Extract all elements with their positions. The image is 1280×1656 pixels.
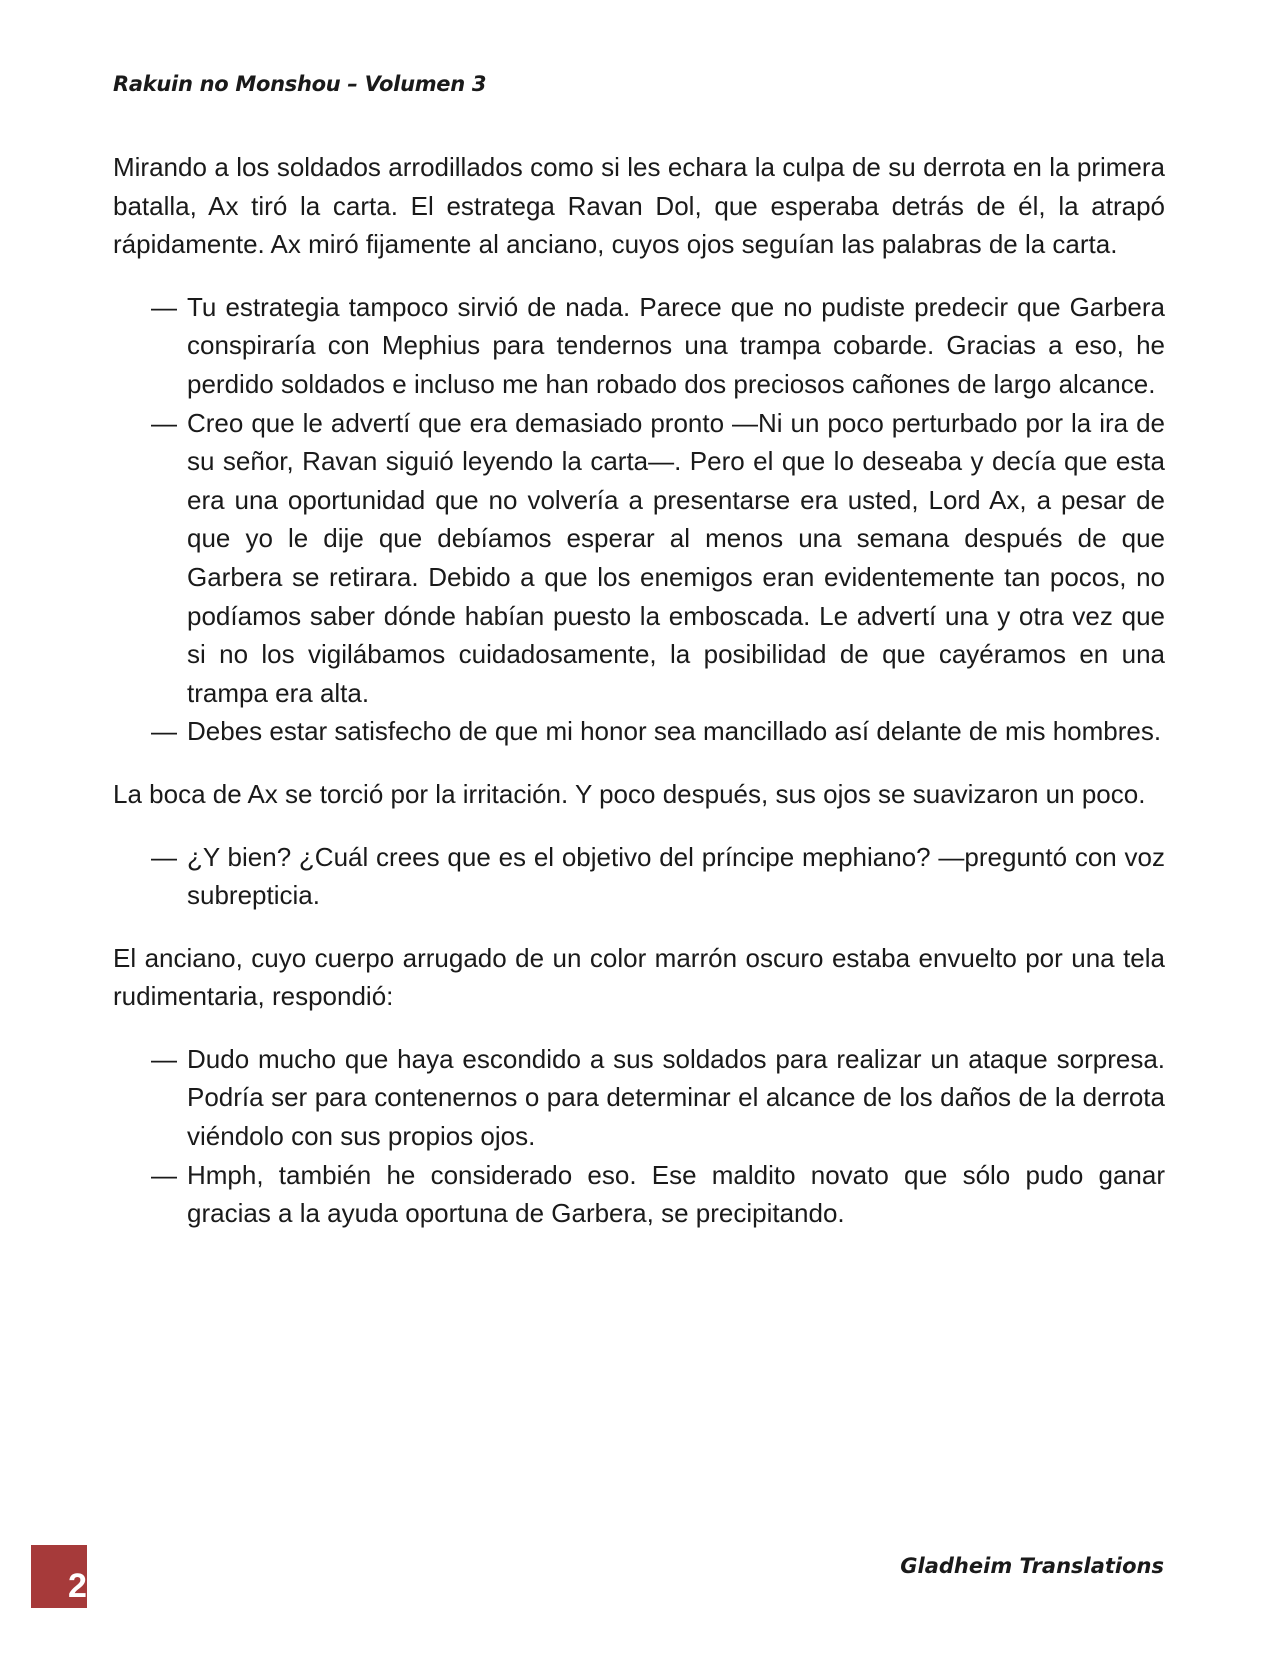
page-number-rule (31, 1608, 87, 1611)
footer-credit: Gladheim Translations (900, 1554, 1164, 1578)
dialogue-text: Dudo mucho que haya escondido a sus soldados para realizar un ataque sorpresa. Podría ser para contenernos o para determinar el alcance de los daños de la derrota viéndolo con sus propios ojos. (187, 1043, 1165, 1152)
dialogue-line-2 (113, 404, 1165, 713)
dialogue-text: Debes estar satisfecho de que mi honor sea mancillado así delante de mis hombres. (187, 716, 1162, 747)
dialogue-dash: — (151, 1159, 177, 1190)
document-body (113, 148, 1165, 1257)
dialogue-text: Creo que le advertí que era demasiado pronto —Ni un poco perturbado por la ira de su señor, Ravan siguió leyendo la carta—. Pero el que lo deseaba y decía que esta era una oportunidad que no volvería a presentarse era usted, Lord Ax, a pesar de que yo le dije que debíamos esperar al menos una semana después de que Garbera se retirara. Debido a que los enemigos eran evidentemente tan pocos, no podíamos saber dónde habían puesto la emboscada. Le advertí una y otra vez que si no los vigilábamos cuidadosamente, la posibilidad de que cayéramos en una trampa era alta. (187, 407, 1165, 708)
paragraph-3: El anciano, cuyo cuerpo arrugado de un color marrón oscuro estaba envuelto por una tela rudimentaria, respondió: (113, 942, 1165, 1012)
dialogue-dash: — (151, 291, 177, 322)
dialogue-group-1 (113, 288, 1165, 751)
dialogue-line-4 (113, 838, 1165, 915)
dialogue-line-3 (113, 712, 1165, 751)
dialogue-line-5 (113, 1040, 1165, 1156)
dialogue-line-1 (113, 288, 1165, 404)
dialogue-text: Tu estrategia tampoco sirvió de nada. Parece que no pudiste predecir que Garbera conspiraría con Mephius para tendernos una trampa cobarde. Gracias a eso, he perdido soldados e incluso me han robado dos preciosos cañones de largo alcance. (187, 291, 1165, 399)
dialogue-text: ¿Y bien? ¿Cuál crees que es el objetivo del príncipe mephiano? —preguntó con voz subrepticia. (187, 841, 1165, 911)
dialogue-dash: — (151, 716, 177, 747)
running-header-title: Rakuin no Monshou – Volumen 3 (113, 72, 487, 96)
dialogue-dash: — (151, 407, 177, 438)
dialogue-line-6 (113, 1156, 1165, 1233)
page-number: 2 (68, 1567, 87, 1605)
dialogue-text: Hmph, también he considerado eso. Ese maldito novato que sólo pudo ganar gracias a la ayuda oportuna de Garbera, se precipitando. (187, 1159, 1165, 1229)
paragraph-2: La boca de Ax se torció por la irritación. Y poco después, sus ojos se suavizaron un poco. (113, 778, 1146, 809)
dialogue-dash: — (151, 841, 177, 872)
dialogue-group-2 (113, 838, 1165, 915)
paragraph-1: Mirando a los soldados arrodillados como si les echara la culpa de su derrota en la primera batalla, Ax tiró la carta. El estratega Ravan Dol, que esperaba detrás de él, la atrapó rápidamente. Ax miró fijamente al anciano, cuyos ojos seguían las palabras de la carta. (113, 152, 1165, 260)
dialogue-dash: — (151, 1043, 177, 1074)
dialogue-group-3 (113, 1040, 1165, 1233)
